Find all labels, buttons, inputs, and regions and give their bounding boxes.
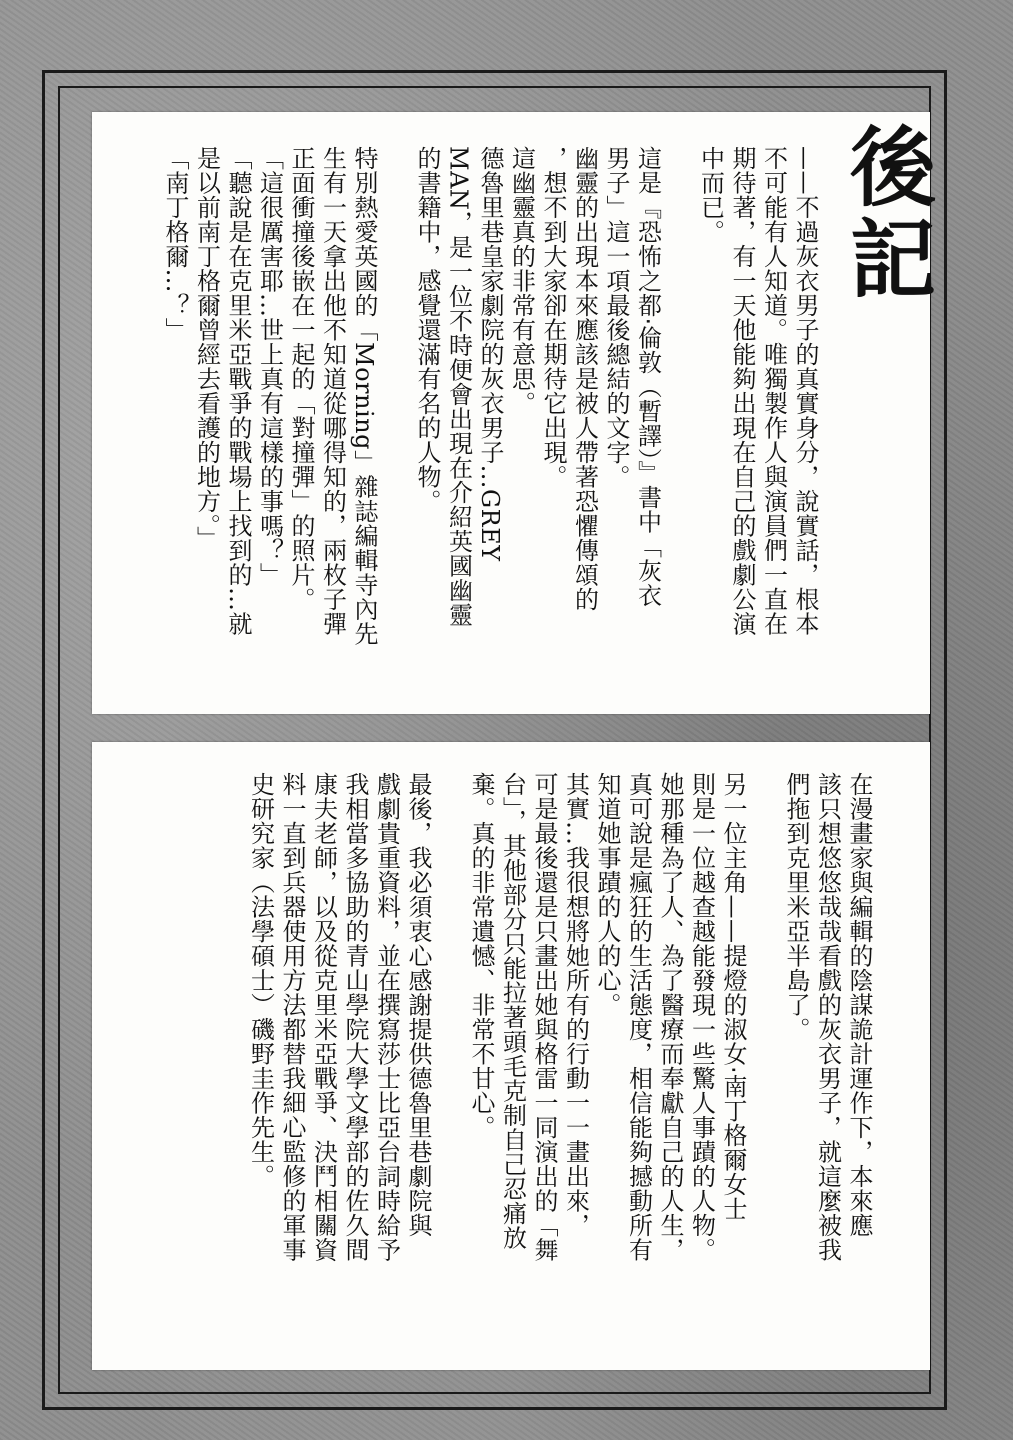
text-line: 則是一位越查越能發現一些驚人事蹟的人物。 bbox=[687, 772, 716, 1262]
text-line: ——不過灰衣男子的真實身分，說實話，根本 bbox=[791, 146, 819, 636]
text-line: 中而已。 bbox=[696, 146, 725, 244]
top-text-panel bbox=[92, 112, 936, 714]
text-line: 「這很厲害耶…世上真有這樣的事嗎？」 bbox=[255, 146, 284, 587]
text-line: 史研究家（法學碩士）磯野圭作先生。 bbox=[246, 772, 275, 1189]
text-line: 該只想悠悠哉哉看戲的灰衣男子，就這麼被我 bbox=[813, 772, 842, 1262]
text-line bbox=[663, 146, 695, 706]
text-line: 戲劇貴重資料，並在撰寫莎士比亞台詞時給予 bbox=[372, 772, 401, 1262]
text-line: 「南丁格爾…？」 bbox=[161, 146, 189, 342]
text-line: 她那種為了人、為了醫療而奉獻自己的人生， bbox=[656, 772, 684, 1262]
text-line: 台」，其他部分只能拉著頭毛克制自己忍痛放 bbox=[498, 772, 527, 1250]
text-line: 們拖到克里米亞半島了。 bbox=[782, 772, 810, 1042]
text-line: 期待著，有一天他能夠出現在自己的戲劇公演 bbox=[728, 146, 756, 636]
text-line: 這幽靈真的非常有意思。 bbox=[507, 146, 536, 416]
text-line: MAN，是一位不時便會出現在介紹英國幽靈 bbox=[444, 146, 473, 627]
text-line: 是以前南丁格爾曾經去看護的地方。」 bbox=[192, 146, 221, 551]
text-line: 的書籍中，感覺還滿有名的人物。 bbox=[413, 146, 441, 514]
text-line: 幽靈的出現本來應該是被人帶著恐懼傳頌的 bbox=[570, 146, 599, 612]
page-title: 後記 bbox=[835, 122, 936, 306]
text-line: 德魯里巷皇家劇院的灰衣男子…GREY bbox=[476, 146, 504, 562]
text-line: 正面衝撞後嵌在一起的「對撞彈」的照片。 bbox=[287, 146, 315, 612]
text-line: 男子」這一項最後總結的文字。 bbox=[602, 146, 630, 489]
text-line: 我相當多協助的青山學院大學文學部的佐久間 bbox=[341, 772, 369, 1262]
text-line: 不可能有人知道。唯獨製作人與演員們一直在 bbox=[759, 146, 788, 636]
text-line: ，想不到大家卻在期待它出現。 bbox=[539, 146, 567, 489]
text-line: 知道她事蹟的人的心。 bbox=[593, 772, 621, 1017]
text-line: 其實…我很想將她所有的行動一一畫出來， bbox=[561, 772, 590, 1238]
text-line: 這是『恐怖之都‧倫敦（暫譯）』書中「灰衣 bbox=[633, 146, 662, 608]
top-section-text bbox=[159, 146, 821, 706]
text-line: 料一直到兵器使用方法都替我細心監修的軍事 bbox=[278, 772, 306, 1262]
text-line bbox=[379, 146, 411, 706]
text-line: 特別熱愛英國的「Morning」雜誌編輯寺內先 bbox=[350, 146, 378, 646]
bottom-text-panel bbox=[92, 742, 930, 1370]
text-line: 最後，我必須衷心感謝提供德魯里巷劇院與 bbox=[404, 772, 432, 1238]
text-line: 棄。真的非常遺憾、非常不甘心。 bbox=[467, 772, 495, 1140]
text-line: 可是最後還是只畫出她與格雷一同演出的「舞 bbox=[530, 772, 558, 1262]
text-line: 生有一天拿出他不知道從哪得知的，兩枚子彈 bbox=[318, 146, 347, 636]
text-line: 另一位主角——提燈的淑女‧南丁格爾女士 bbox=[719, 772, 747, 1222]
text-line bbox=[433, 772, 465, 1362]
text-line: 「聽說是在克里米亞戰爭的戰場上找到的…就 bbox=[224, 146, 252, 636]
text-line: 真可說是瘋狂的生活態度，相信能夠撼動所有 bbox=[624, 772, 653, 1262]
text-line: 康夫老師，以及從克里米亞戰爭、決鬥相關資 bbox=[309, 772, 338, 1262]
text-line: 在漫畫家與編輯的陰謀詭計運作下，本來應 bbox=[845, 772, 873, 1238]
bottom-section-text bbox=[244, 772, 874, 1362]
text-line bbox=[748, 772, 780, 1362]
